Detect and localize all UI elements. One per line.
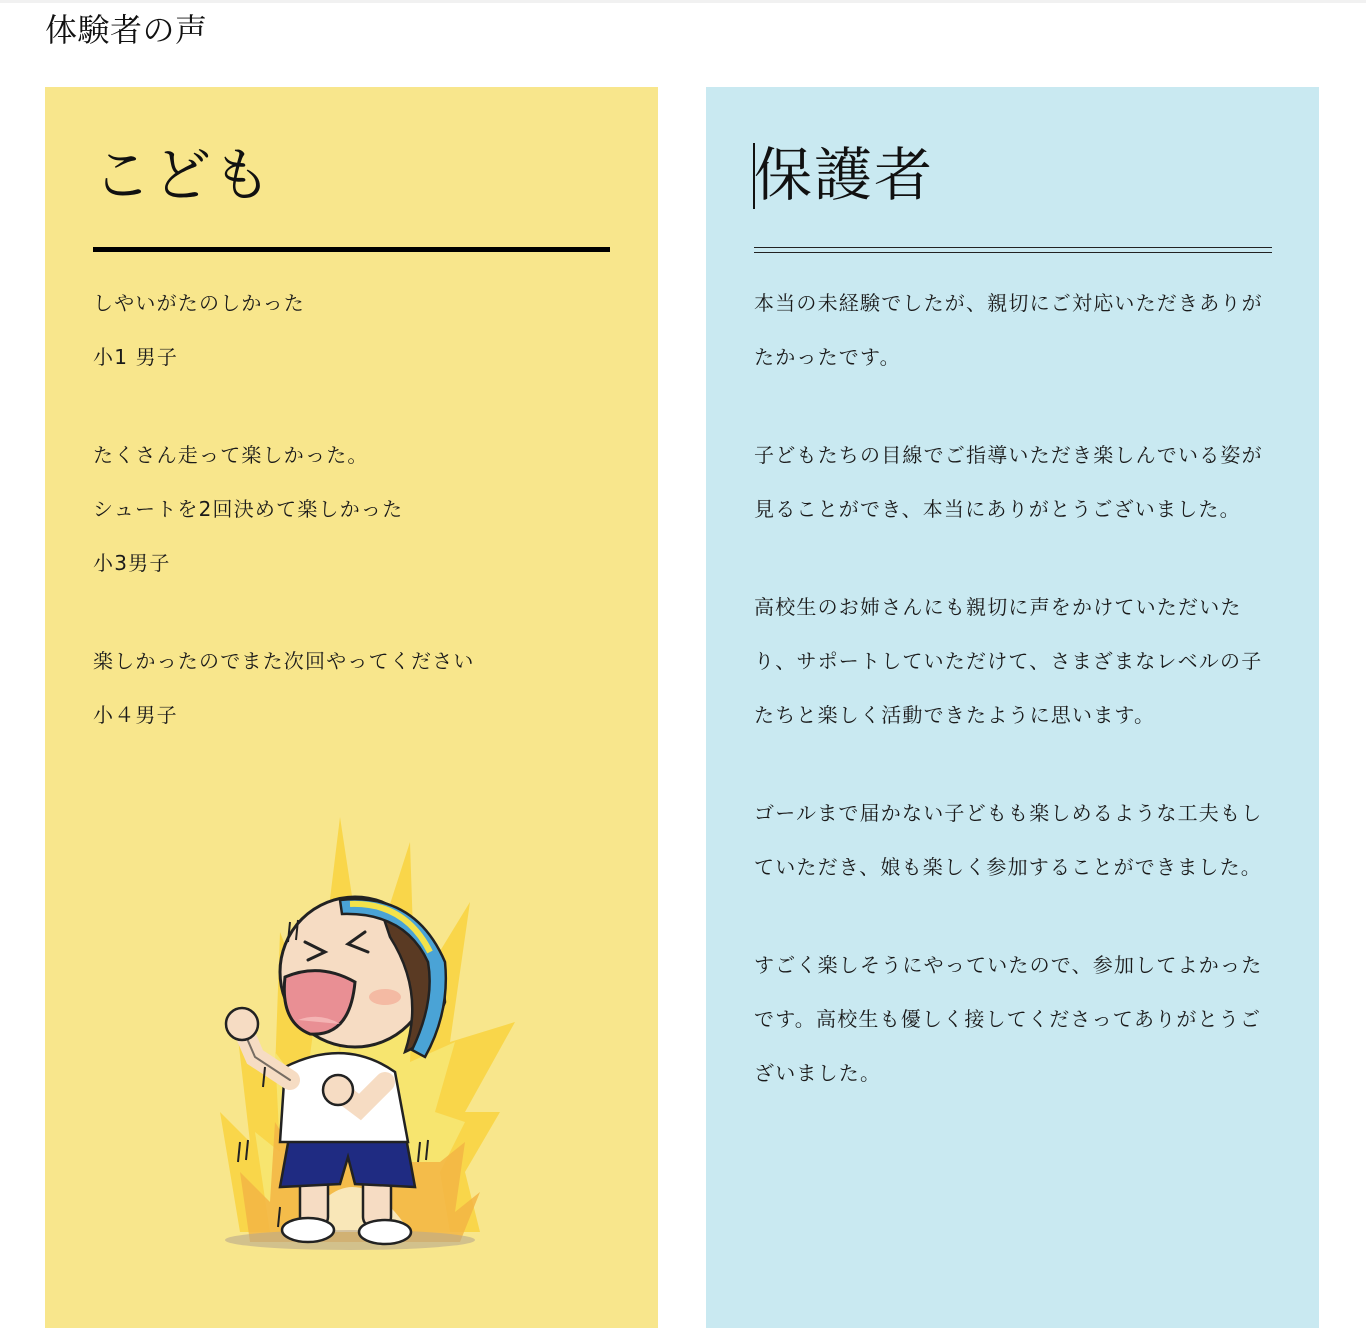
kids-heading: こども <box>93 141 274 209</box>
parents-testimonials <box>754 276 1274 1100</box>
spacer <box>754 742 1274 786</box>
kids-entry-3-text: 楽しかったのでまた次回やってください <box>93 649 475 673</box>
spacer <box>93 384 613 428</box>
parents-paragraph-2: 子どもたちの目線でご指導いただき楽しんでいる姿が見ることができ、本当にありがとうございました。 <box>754 443 1263 521</box>
parents-paragraph-1: 本当の未経験でしたが、親切にご対応いただきありがたかったです。 <box>754 291 1263 369</box>
top-divider <box>0 0 1366 3</box>
kids-entry-2-author: 小3男子 <box>93 551 171 575</box>
kids-entry-2-line-2: シュートを2回決めて楽しかった <box>93 497 404 521</box>
kids-entry-1-author: 小1 男子 <box>93 345 179 369</box>
spacer <box>754 894 1274 938</box>
cheering-child-illustration <box>180 812 525 1257</box>
page-title: 体験者の声 <box>45 11 208 49</box>
kids-panel <box>45 87 658 1328</box>
parents-heading: 保護者 <box>754 141 935 209</box>
parents-heading-rule <box>754 247 1272 253</box>
kids-heading-rule <box>93 247 610 252</box>
parents-panel <box>706 87 1319 1328</box>
parents-paragraph-5: すごく楽しそうにやっていたので、参加してよかったです。高校生も優しく接してくださってありがとうございました。 <box>754 953 1263 1085</box>
parents-paragraph-3: 高校生のお姉さんにも親切に声をかけていただいたり、サポートしていただけて、さまざまなレベルの子たちと楽しく活動できたように思います。 <box>754 595 1263 727</box>
spacer <box>93 590 613 634</box>
spacer <box>754 536 1274 580</box>
kids-entry-3-author: 小４男子 <box>93 703 178 727</box>
kids-testimonials <box>93 276 613 742</box>
parents-paragraph-4: ゴールまで届かない子どもも楽しめるような工夫もしていただき、娘も楽しく参加することができました。 <box>754 801 1263 879</box>
kids-entry-1-text: しやいがたのしかった <box>93 291 305 315</box>
kids-entry-2-line-1: たくさん走って楽しかった。 <box>93 443 369 467</box>
spacer <box>754 384 1274 428</box>
